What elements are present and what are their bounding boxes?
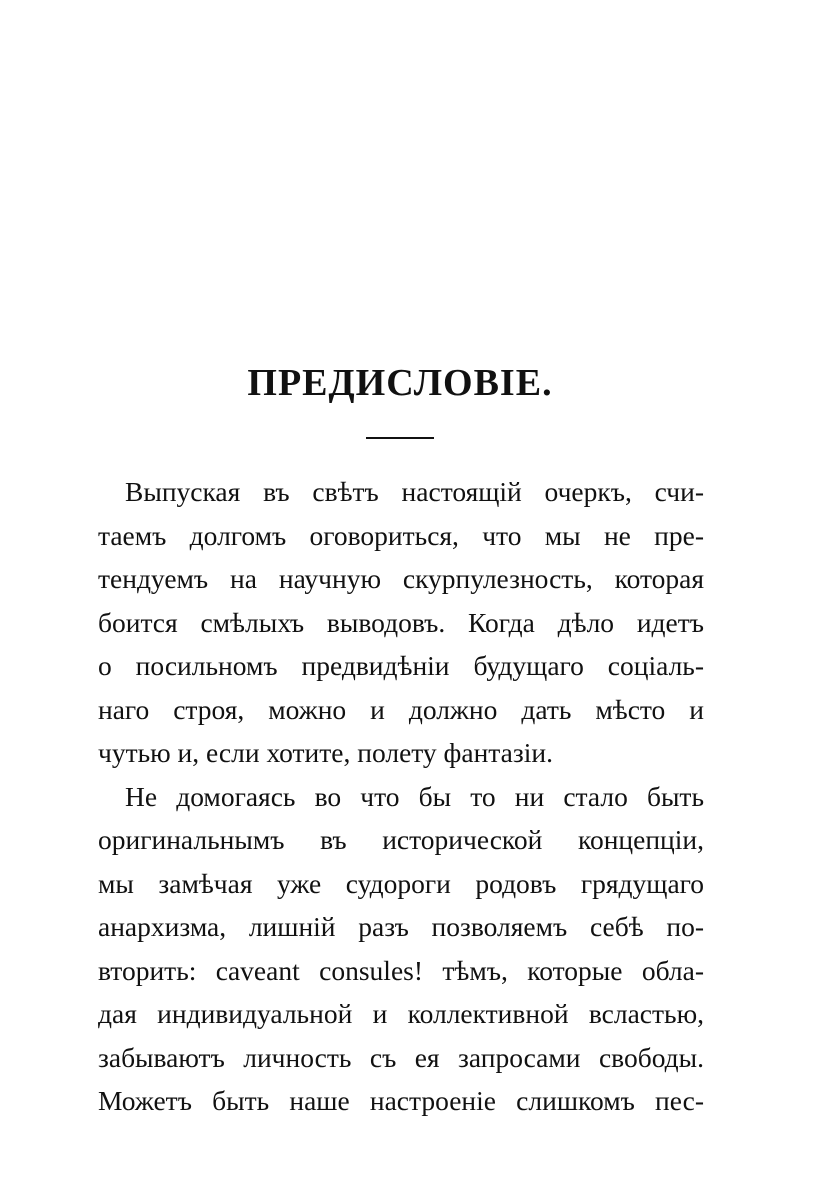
text-line: анархизма, лишній разъ позволяемъ себѣ по- xyxy=(98,911,704,942)
body-text xyxy=(98,470,704,1123)
text-line: забываютъ личность съ ея запросами свободы. xyxy=(98,1041,704,1073)
text-line: дая индивидуальной и коллективной всластью, xyxy=(98,998,704,1029)
text-line: Можетъ быть наше настроеніе слишкомъ пес- xyxy=(98,1085,704,1116)
paragraph-1 xyxy=(98,470,704,775)
text-line: оригинальнымъ въ исторической концепціи, xyxy=(98,824,704,855)
text-line: Выпуская въ свѣтъ настоящій очеркъ, счи- xyxy=(125,476,704,507)
text-line: боится смѣлыхъ выводовъ. Когда дѣло идетъ xyxy=(98,606,704,638)
page-title: ПРЕДИСЛОВІЕ. xyxy=(247,362,553,404)
text-line: наго строя, можно и должно дать мѣсто и xyxy=(98,693,704,725)
text-line: вторить: caveant consules! тѣмъ, которые обла- xyxy=(98,954,704,986)
text-line: таемъ долгомъ оговориться, что мы не пре- xyxy=(98,519,704,551)
text-line: мы замѣчая уже судороги родовъ грядущаго xyxy=(98,867,704,899)
text-line: тендуемъ на научную скурпулезность, которая xyxy=(98,563,704,594)
text-line: о посильномъ предвидѣніи будущаго соціаль- xyxy=(98,650,704,681)
text-line: чутью и, если хотите, полету фантазіи. xyxy=(98,737,553,768)
paragraph-2 xyxy=(98,775,704,1123)
title-rule xyxy=(366,437,434,439)
text-line: Не домогаясь во что бы то ни стало быть xyxy=(125,780,704,812)
